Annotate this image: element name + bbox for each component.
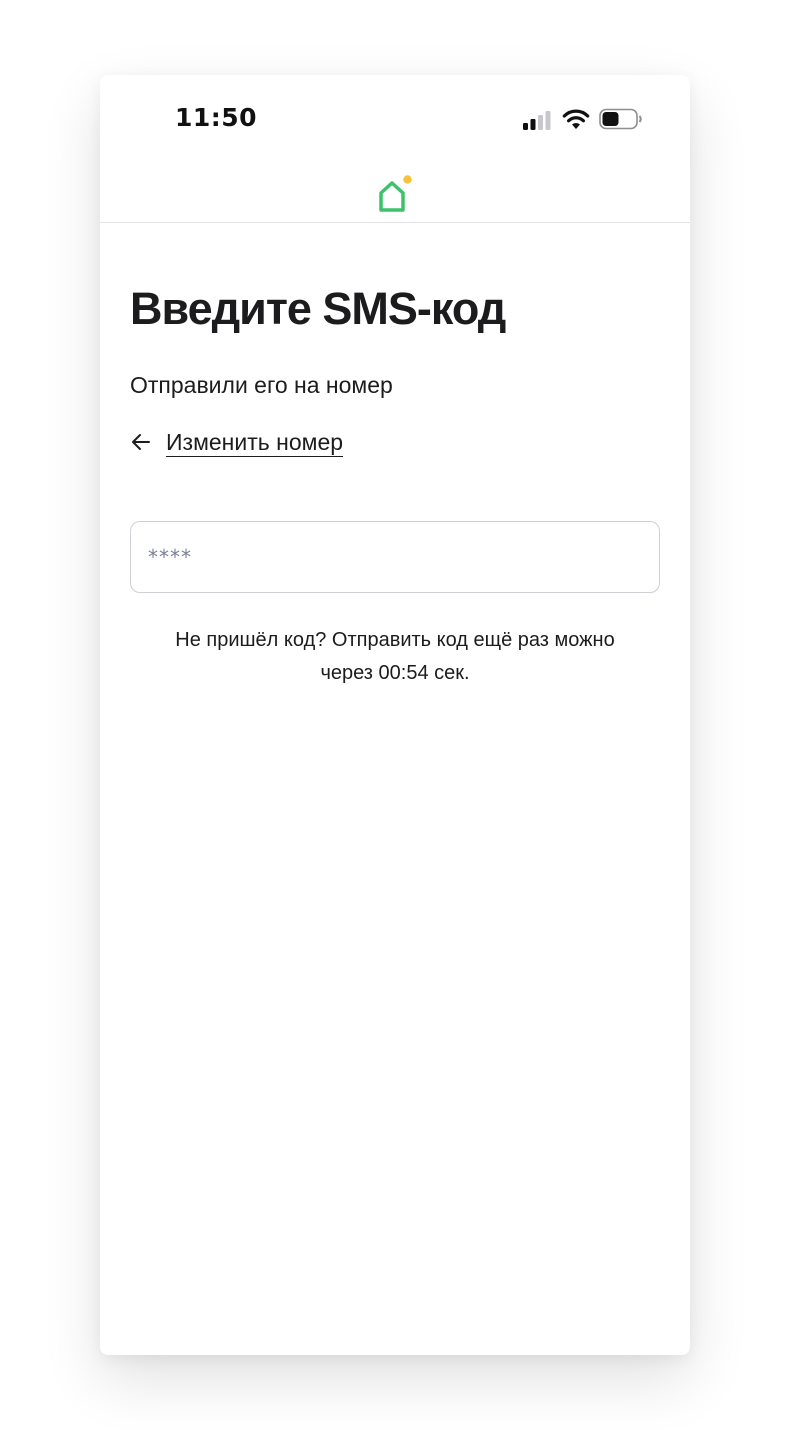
page-title: Введите SMS-код xyxy=(130,283,506,334)
resend-timer: через 00:54 сек. xyxy=(320,662,470,684)
change-number-link[interactable] xyxy=(130,425,343,459)
battery-icon xyxy=(599,108,643,130)
status-time: 11:50 xyxy=(175,103,258,132)
cellular-signal-icon xyxy=(522,110,552,130)
sms-code-input[interactable] xyxy=(130,521,660,593)
subtitle: Отправили его на номер xyxy=(130,372,393,398)
wifi-icon xyxy=(562,108,590,130)
resend-hint xyxy=(130,624,660,690)
resend-hint-line1: Не пришёл код? Отправить код ещё раз можно xyxy=(175,629,615,651)
phone-screen xyxy=(100,75,690,1355)
change-number-label[interactable]: Изменить номер xyxy=(166,428,344,455)
house-logo-icon[interactable] xyxy=(375,173,415,213)
app-header xyxy=(100,165,690,223)
status-bar xyxy=(100,75,690,165)
arrow-left-icon xyxy=(130,431,152,453)
